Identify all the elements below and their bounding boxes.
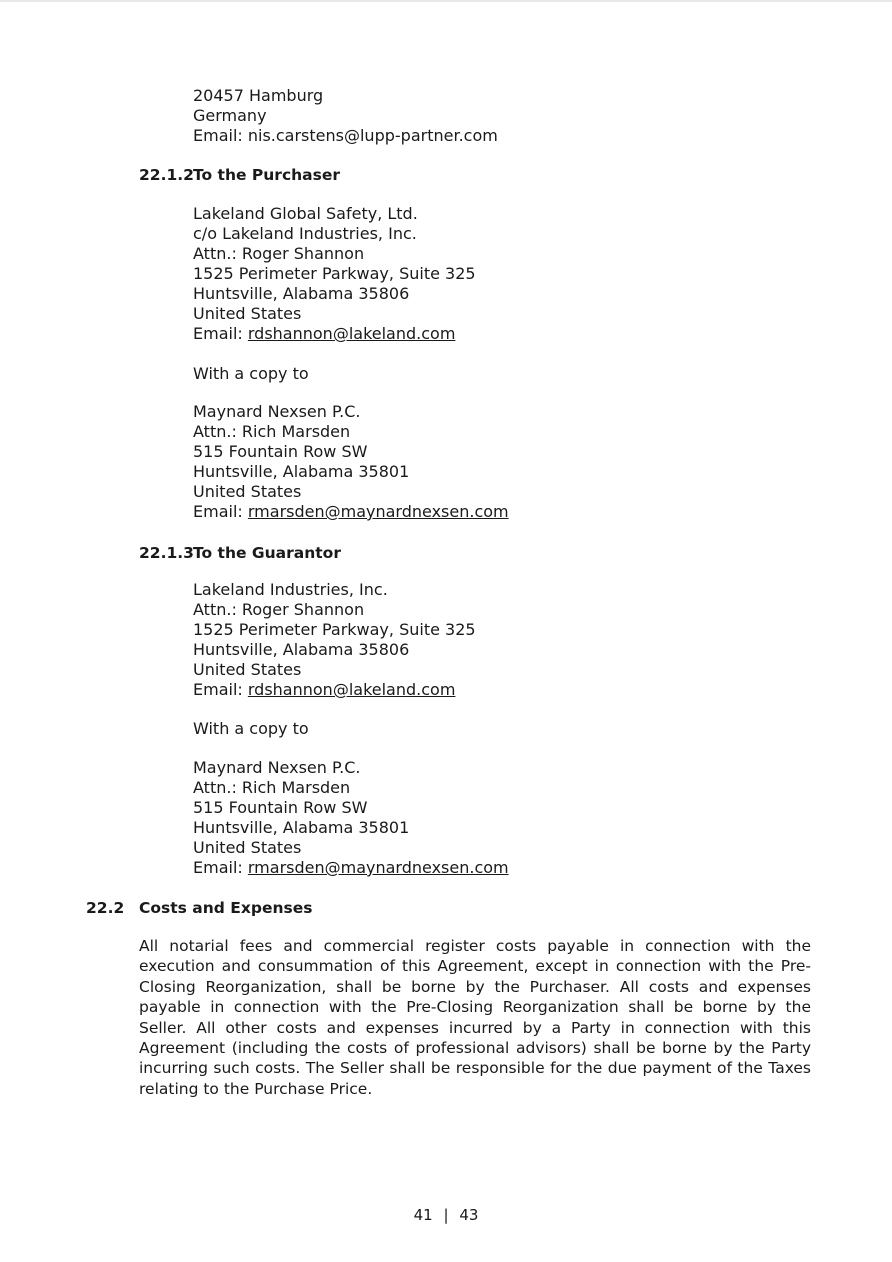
email-label: Email:: [193, 502, 248, 521]
purchaser-email-link[interactable]: rdshannon@lakeland.com: [247, 324, 456, 343]
purchaser-copy-email-link[interactable]: rmarsden@maynardnexsen.com: [247, 502, 509, 521]
section-number-22-1-2: 22.1.2: [139, 166, 194, 184]
address-line: Attn.: Roger Shannon: [193, 600, 365, 619]
address-line: 515 Fountain Row SW: [193, 798, 368, 817]
address-email-line: Email: nis.carstens@lupp-partner.com: [193, 126, 498, 145]
address-line: Maynard Nexsen P.C.: [193, 758, 361, 777]
address-line: Huntsville, Alabama 35806: [193, 640, 410, 659]
address-line: United States: [193, 482, 302, 501]
page-separator: |: [443, 1206, 449, 1224]
address-line: 1525 Perimeter Parkway, Suite 325: [193, 620, 476, 639]
address-line: 1525 Perimeter Parkway, Suite 325: [193, 264, 476, 283]
email-line: [193, 502, 793, 522]
address-line: c/o Lakeland Industries, Inc.: [193, 224, 417, 243]
email-line: [193, 324, 793, 344]
notice-address-seller-continued: [193, 86, 793, 146]
section-heading-guarantor: To the Guarantor: [193, 544, 341, 562]
email-line: [193, 680, 793, 700]
guarantor-email-link[interactable]: rdshannon@lakeland.com: [247, 680, 456, 699]
section-number-22-1-3: 22.1.3: [139, 544, 194, 562]
page-footer: [0, 1205, 892, 1225]
purchaser-address: [193, 204, 793, 344]
address-line: 515 Fountain Row SW: [193, 442, 368, 461]
address-line: Huntsville, Alabama 35801: [193, 462, 410, 481]
address-line: Attn.: Roger Shannon: [193, 244, 365, 263]
address-line: Huntsville, Alabama 35801: [193, 818, 410, 837]
page-top-edge: [0, 0, 892, 2]
address-line: Lakeland Global Safety, Ltd.: [193, 204, 418, 223]
address-line: United States: [193, 304, 302, 323]
address-line: Germany: [193, 106, 267, 125]
address-line: United States: [193, 660, 302, 679]
copy-to-text: With a copy to: [193, 719, 309, 738]
address-line: Lakeland Industries, Inc.: [193, 580, 388, 599]
address-line: Attn.: Rich Marsden: [193, 778, 351, 797]
page-total: 43: [459, 1206, 479, 1224]
email-line: [193, 858, 793, 878]
guarantor-copy-address: [193, 758, 793, 878]
purchaser-copy-address: [193, 402, 793, 522]
address-line: Huntsville, Alabama 35806: [193, 284, 410, 303]
email-label: Email:: [193, 324, 248, 343]
email-label: Email:: [193, 858, 248, 877]
costs-paragraph: All notarial fees and commercial register costs payable in connection with the execution and consummation of this Agreement, except in connection with the Pre-Closing Reorganization, shall be borne by the Purchaser. All costs and expenses payable in connection with the Pre-Closing Reorganization shall be borne by the Seller. All other costs and expenses incurred by a Party in connection with this Agreement (including the costs of professional advisors) shall be borne by the Party incurring such costs. The Seller shall be responsible for the due payment of the Taxes relating to the Purchase Price.: [139, 937, 811, 1098]
address-line: Maynard Nexsen P.C.: [193, 402, 361, 421]
address-line: 20457 Hamburg: [193, 86, 324, 105]
section-heading-costs: Costs and Expenses: [139, 899, 313, 917]
copy-to-text: With a copy to: [193, 364, 309, 383]
section-heading-purchaser: To the Purchaser: [193, 166, 341, 184]
address-line: Attn.: Rich Marsden: [193, 422, 351, 441]
guarantor-copy-email-link[interactable]: rmarsden@maynardnexsen.com: [247, 858, 509, 877]
section-number-22-2: 22.2: [86, 899, 125, 917]
page-number: 41: [413, 1206, 433, 1224]
email-label: Email:: [193, 680, 248, 699]
address-line: United States: [193, 838, 302, 857]
guarantor-address: [193, 580, 793, 700]
